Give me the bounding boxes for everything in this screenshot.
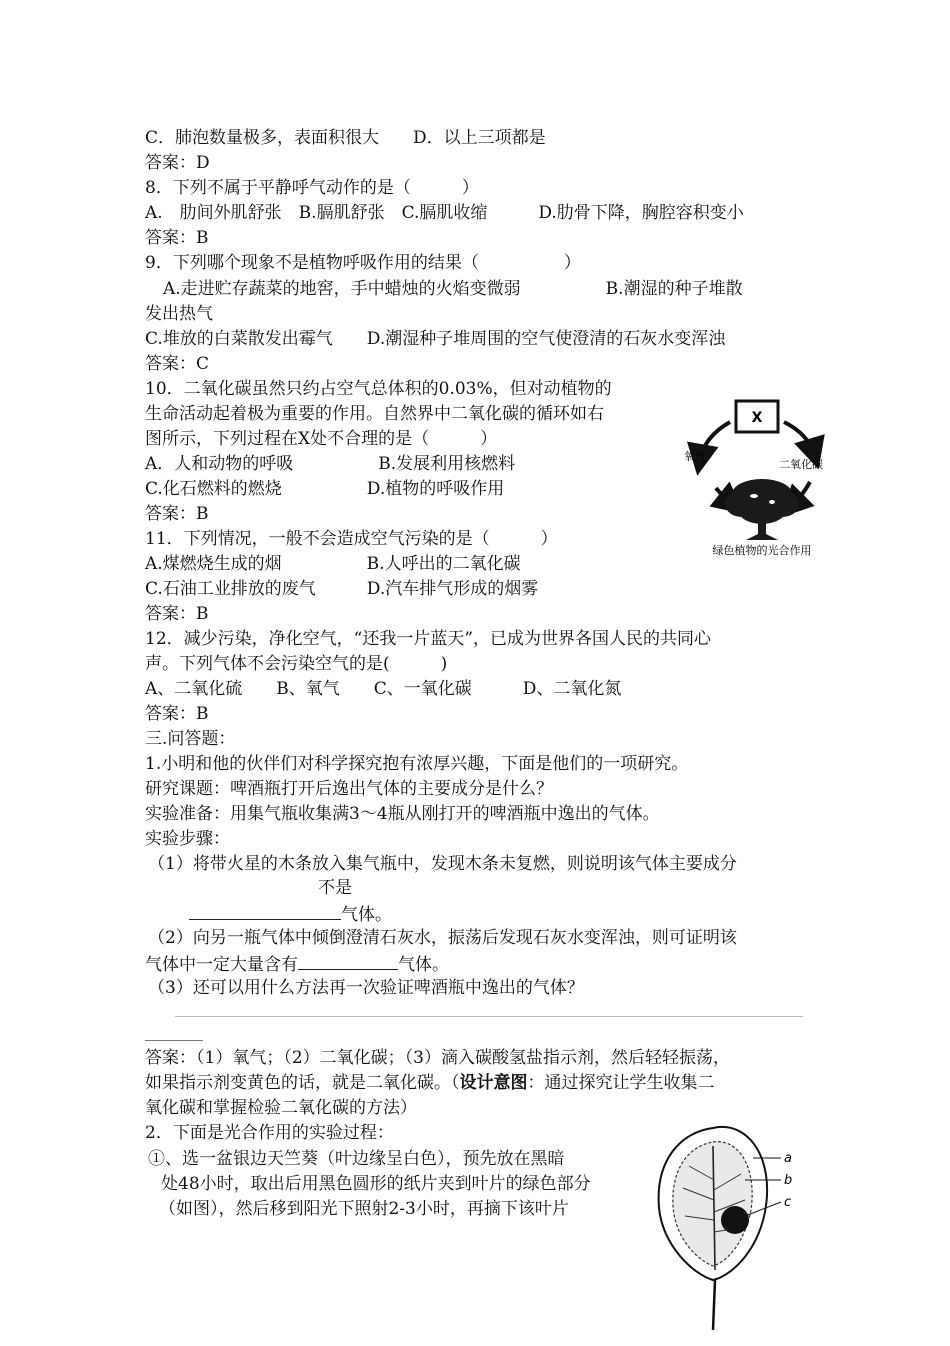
line-q9-option-b-cont: 发出热气 xyxy=(145,304,213,324)
line-q2-title: 2．下面是光合作用的实验过程： xyxy=(145,1123,394,1143)
section-heading-qa: 三.问答题： xyxy=(145,729,236,749)
line-q10-text-3: 图所示，下列过程在X处不合理的是（ ） xyxy=(145,429,498,449)
arrow-right-top xyxy=(784,422,814,454)
line-q8-options: A. 肋间外肌舒张 B.膈肌舒张 C.膈肌收缩 D.肋骨下降，胸腔容积变小 xyxy=(145,203,744,223)
tree-icon xyxy=(725,479,799,540)
leaf-label-a: a xyxy=(784,1151,792,1166)
line-q10-answer: 答案：B xyxy=(145,504,209,524)
answer-2-part-c: ：通过探究让学生收集二 xyxy=(527,1073,715,1093)
line-q11-answer: 答案：B xyxy=(145,604,209,624)
line-q11-question: 11．下列情况，一般不会造成空气污染的是（ ） xyxy=(145,529,558,549)
line-q12-answer: 答案：B xyxy=(145,704,209,724)
co2-label: 二氧化碳 xyxy=(779,458,823,471)
line-answer-2 xyxy=(145,1071,715,1095)
line-q2-1: ①、选一盆银边天竺葵（叶边缘呈白色），预先放在黑暗 xyxy=(148,1149,565,1169)
answer-line-short[interactable] xyxy=(145,1040,203,1041)
leaf-stem xyxy=(713,1280,715,1330)
line-qa1-steps: 实验步骤： xyxy=(145,829,230,849)
design-intent-label: 设计意图 xyxy=(459,1073,528,1093)
line-q10-option-cd: C.化石燃料的燃烧 D.植物的呼吸作用 xyxy=(145,479,505,499)
leaf-label-b: b xyxy=(784,1173,793,1188)
fill-blank-1[interactable] xyxy=(189,901,341,920)
black-paper-disk xyxy=(721,1206,749,1234)
line-step3: （3）还可以用什么方法再一次验证啤酒瓶中逸出的气体？ xyxy=(148,978,584,998)
step2-suffix: 气体。 xyxy=(398,955,449,975)
line-q11-option-ab: A.煤燃烧生成的烟 B.人呼出的二氧化碳 xyxy=(145,554,521,574)
line-q9-question: 9．下列哪个现象不是植物呼吸作用的结果（ ） xyxy=(145,253,581,273)
line-answer-1: 答案：（1）氧气；（2）二氧化碳；（3）滴入碳酸氢盐指示剂，然后轻轻振荡， xyxy=(145,1048,730,1068)
line-step1-b: 不是 xyxy=(318,878,352,898)
line-q10-text-2: 生命活动起着极为重要的作用。自然界中二氧化碳的循环如右 xyxy=(145,404,604,424)
line-q7-options: C．肺泡数量极多，表面积很大 D．以上三项都是 xyxy=(145,128,546,148)
line-qa1-prep: 实验准备：用集气瓶收集满3～4瓶从刚打开的啤酒瓶中逸出的气体。 xyxy=(145,804,660,824)
line-q10-text-1: 10．二氧化碳虽然只约占空气总体积的0.03%，但对动植物的 xyxy=(145,379,612,399)
line-answer-3: 氧化碳和掌握检验二氧化碳的方法） xyxy=(145,1098,417,1118)
line-q9-option-cd: C.堆放的白菜散发出霉气 D.潮湿种子堆周围的空气使澄清的石灰水变浑浊 xyxy=(145,329,726,349)
leaf-label-c: c xyxy=(784,1195,792,1210)
oxygen-label: 氧气 xyxy=(684,450,706,463)
line-q2-2: 处48小时，取出后用黑色圆形的纸片夹到叶片的绿色部分 xyxy=(161,1174,591,1194)
line-q12-text-1: 12．减少污染，净化空气，“还我一片蓝天”，已成为世界各国人民的共同心 xyxy=(145,629,712,649)
line-q7-answer: 答案：D xyxy=(145,153,210,173)
line-step1-a: （1）将带火星的木条放入集气瓶中，发现木条未复燃，则说明该气体主要成分 xyxy=(148,854,737,874)
line-qa1-topic: 研究课题：啤酒瓶打开后逸出气体的主要成分是什么？ xyxy=(145,779,553,799)
cycle-caption: 绿色植物的光合作用 xyxy=(712,544,812,557)
answer-2-part-a: 如果指示剂变黄色的话，就是二氧化碳。（ xyxy=(145,1073,460,1093)
step2-prefix: 气体中一定大量含有 xyxy=(145,955,298,975)
leaf-figure xyxy=(653,1120,803,1342)
carbon-cycle-figure xyxy=(676,392,848,562)
line-step1-c xyxy=(189,901,392,927)
x-box-label: X xyxy=(751,410,763,426)
line-step2-a: （2）向另一瓶气体中倾倒澄清石灰水，振荡后发现石灰水变浑浊，则可证明该 xyxy=(148,928,737,948)
line-q8-answer: 答案：B xyxy=(145,228,209,248)
answer-line-long[interactable] xyxy=(175,1016,803,1017)
line-q10-option-ab: A．人和动物的呼吸 B.发展利用核燃料 xyxy=(145,454,516,474)
line-q9-option-ab: A.走进贮存蔬菜的地窖，手中蜡烛的火焰变微弱 B.潮湿的种子堆散 xyxy=(163,279,743,299)
line-q9-answer: 答案：C xyxy=(145,354,210,374)
line-q12-text-2: 声。下列气体不会污染空气的是( ) xyxy=(145,654,448,674)
line-q2-3: （如图），然后移到阳光下照射2-3小时，再摘下该叶片 xyxy=(159,1199,569,1219)
step1-suffix: 气体。 xyxy=(341,905,392,925)
line-q12-options: A、二氧化硫 B、氧气 C、一氧化碳 D、二氧化氮 xyxy=(145,679,622,699)
line-q8-question: 8．下列不属于平静呼气动作的是（ ） xyxy=(145,178,479,198)
fill-blank-2[interactable] xyxy=(298,951,398,970)
line-step2-b xyxy=(145,951,449,977)
line-q11-option-cd: C.石油工业排放的废气 D.汽车排气形成的烟雾 xyxy=(145,579,539,599)
line-qa1-intro: 1.小明和他的伙伴们对科学探究抱有浓厚兴趣，下面是他们的一项研究。 xyxy=(145,754,689,774)
